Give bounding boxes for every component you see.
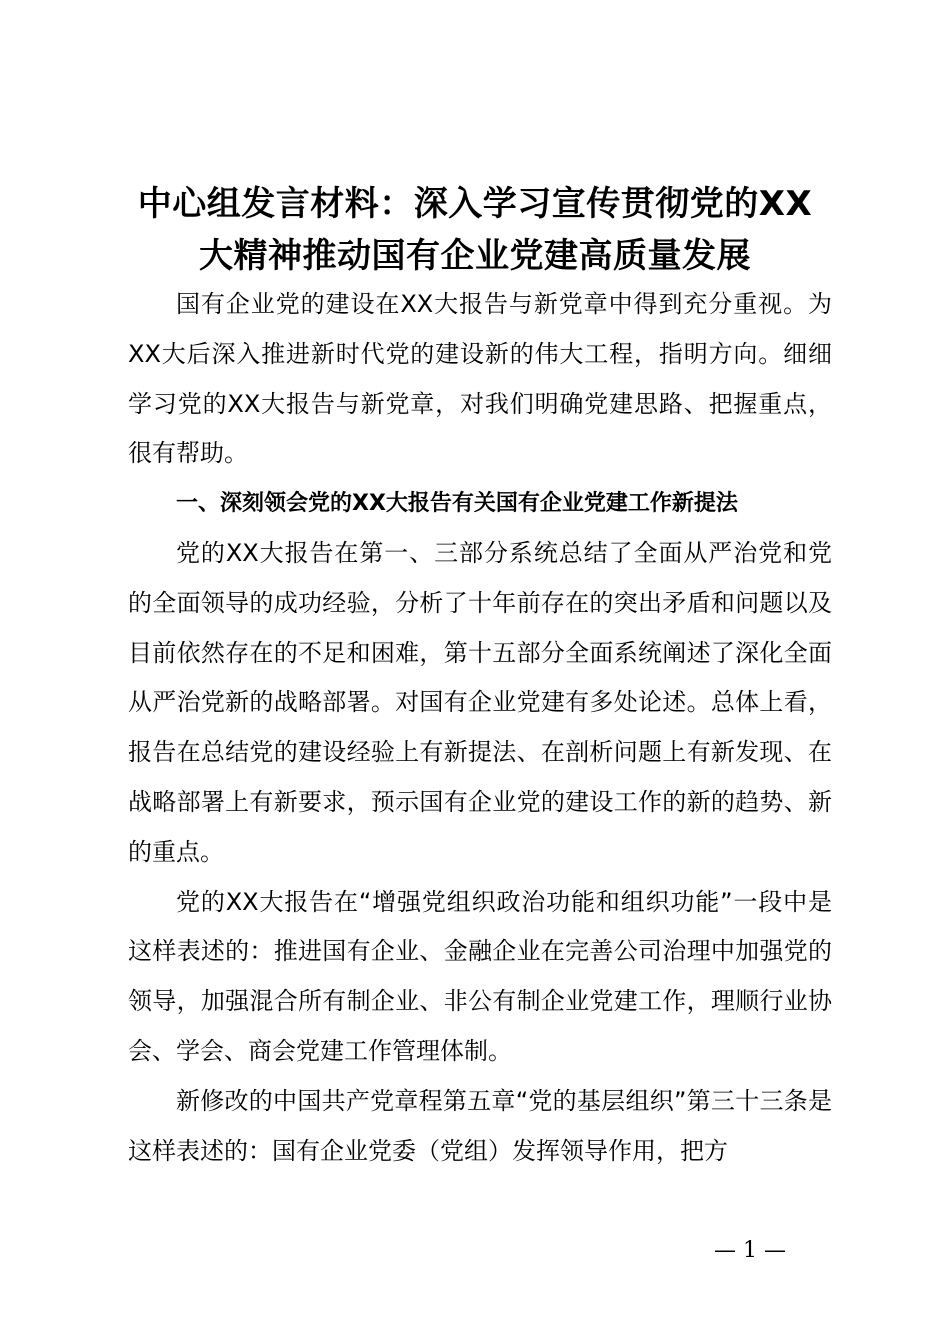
page-number: — 1 —: [714, 1238, 786, 1263]
document-body: [128, 280, 832, 1176]
paragraph-intro: 国有企业党的建设在XX大报告与新党章中得到充分重视。为XX大后深入推进新时代党的建设新的伟大工程，指明方向。细细学习党的XX大报告与新党章，对我们明确党建思路、把握重点，很有帮助。: [128, 290, 832, 468]
document-title: [100, 178, 850, 282]
paragraph-report-quote: 党的XX大报告在“增强党组织政治功能和组织功能”一段中是这样表述的：推进国有企业、金融企业在完善公司治理中加强党的领导，加强混合所有制企业、非公有制企业党建工作，理顺行业协会、学会、商会党建工作管理体制。: [128, 887, 832, 1065]
title-line-1: 中心组发言材料：深入学习宣传贯彻党的XX: [137, 184, 813, 224]
paragraph-charter-quote: 新修改的中国共产党章程第五章“党的基层组织”第三十三条是这样表述的：国有企业党委（党组）发挥领导作用，把方: [128, 1086, 832, 1165]
paragraph-report-summary: 党的XX大报告在第一、三部分系统总结了全面从严治党和党的全面领导的成功经验，分析了十年前存在的突出矛盾和问题以及目前依然存在的不足和困难，第十五部分全面系统阐述了深化全面从严治党新的战略部署。对国有企业党建有多处论述。总体上看，报告在总结党的建设经验上有新提法、在剖析问题上有新发现、在战略部署上有新要求，预示国有企业党的建设工作的新的趋势、新的重点。: [128, 538, 832, 866]
title-line-2: 大精神推动国有企业党建高质量发展: [199, 236, 751, 276]
section-heading-1: 一、深刻领会党的XX大报告有关国有企业党建工作新提法: [176, 491, 738, 517]
